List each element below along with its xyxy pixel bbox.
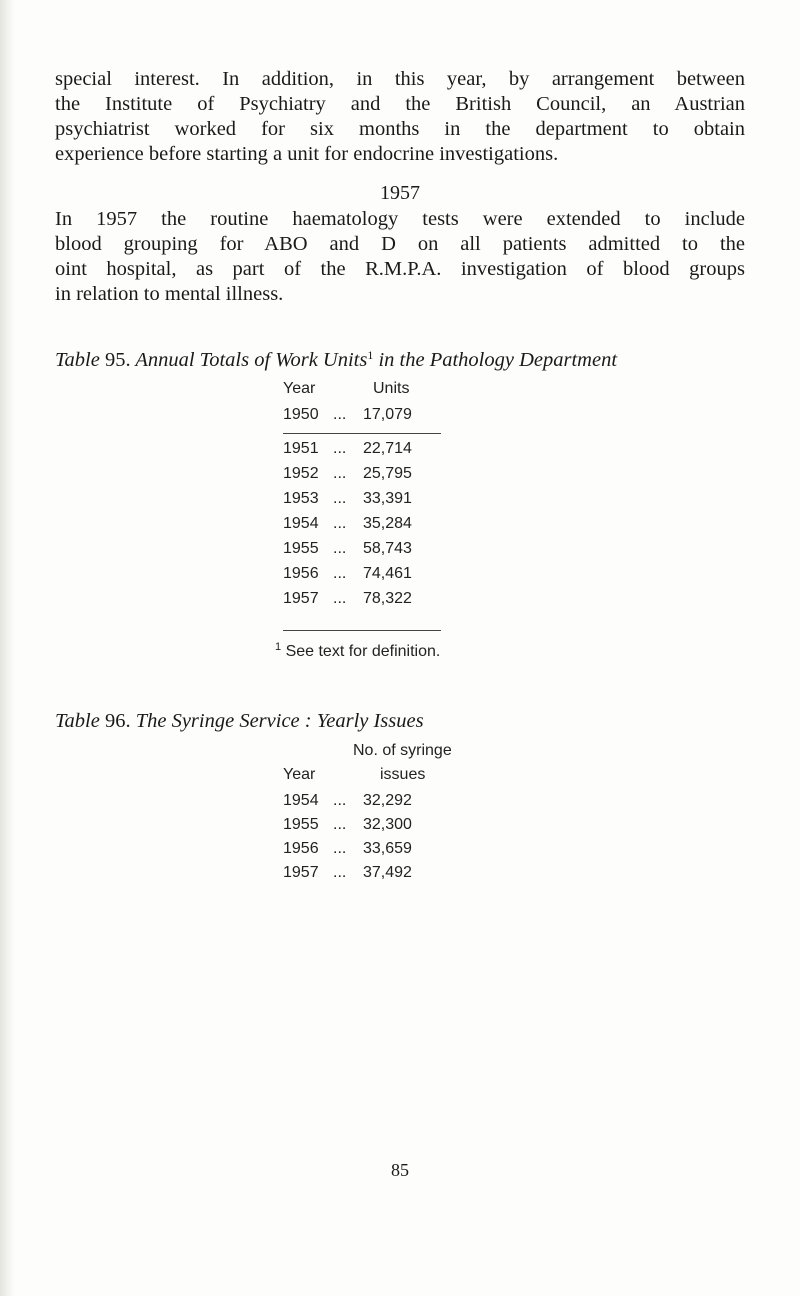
table-95-col-units: Units [373, 380, 410, 397]
table-95-title-a: Annual Totals of Work Units [135, 349, 368, 371]
row-year: 1953 [283, 490, 319, 507]
row-value: 33,659 [363, 840, 412, 857]
row-leader-dots: ... [333, 540, 347, 557]
row-year: 1954 [283, 792, 319, 809]
row-value: 35,284 [363, 515, 412, 532]
intro-paragraph [55, 67, 745, 167]
table-95-footnote [275, 641, 440, 661]
row-value: 78,322 [363, 590, 412, 607]
table-96-col-issues-line1: No. of syringe [353, 742, 452, 759]
row-value: 74,461 [363, 565, 412, 582]
row-value: 22,714 [363, 440, 412, 457]
row-year: 1956 [283, 565, 319, 582]
row-year: 1955 [283, 816, 319, 833]
row-year: 1957 [283, 590, 319, 607]
table-95-col-year: Year [283, 380, 316, 397]
row-leader-dots: ... [333, 440, 347, 457]
section-line: In 1957 the routine haematology tests were extended to include [55, 208, 745, 230]
table-95-rule-top [283, 433, 441, 434]
row-value: 58,743 [363, 540, 412, 557]
row-year: 1950 [283, 406, 319, 423]
row-leader-dots: ... [333, 590, 347, 607]
footnote-text: See text for definition. [281, 643, 441, 660]
row-year: 1957 [283, 864, 319, 881]
table-96-caption [55, 710, 424, 733]
row-leader-dots: ... [333, 515, 347, 532]
section-heading-year: 1957 [380, 182, 420, 204]
row-value: 33,391 [363, 490, 412, 507]
row-value: 32,292 [363, 792, 412, 809]
table-95 [283, 380, 463, 660]
intro-line: special interest. In addition, in this year, by arrangement between [55, 68, 745, 90]
table-96-label: Table [55, 710, 100, 732]
table-95-label: Table [55, 349, 100, 371]
row-value: 37,492 [363, 864, 412, 881]
row-year: 1951 [283, 440, 319, 457]
table-96-col-issues-line2: issues [380, 766, 426, 783]
row-leader-dots: ... [333, 565, 347, 582]
row-value: 17,079 [363, 406, 412, 423]
table-96-number: 96. [104, 710, 131, 732]
row-leader-dots: ... [333, 792, 347, 809]
row-leader-dots: ... [333, 465, 347, 482]
table-95-rule-bottom [283, 630, 441, 631]
row-year: 1952 [283, 465, 319, 482]
row-leader-dots: ... [333, 840, 347, 857]
table-95-number: 95. [104, 349, 131, 371]
section-paragraph [55, 207, 745, 307]
page-number: 85 [391, 1160, 409, 1180]
table-96-title: The Syringe Service : Yearly Issues [135, 710, 424, 732]
table-95-title-b: in the Pathology Department [373, 349, 618, 371]
table-95-title-sup: 1 [367, 348, 374, 362]
intro-line: psychiatrist worked for six months in the department to obtain [55, 118, 745, 140]
table-96-col-year: Year [283, 766, 316, 783]
intro-line: the Institute of Psychiatry and the British Council, an Austrian [55, 93, 745, 115]
row-value: 32,300 [363, 816, 412, 833]
table-96 [283, 742, 483, 892]
row-year: 1954 [283, 515, 319, 532]
row-year: 1955 [283, 540, 319, 557]
row-value: 25,795 [363, 465, 412, 482]
footnote-mark: 1 [275, 641, 282, 653]
intro-line: experience before starting a unit for endocrine investigations. [55, 143, 559, 165]
table-95-caption [55, 348, 617, 372]
row-leader-dots: ... [333, 490, 347, 507]
section-line: oint hospital, as part of the R.M.P.A. investigation of blood groups [55, 258, 745, 280]
section-line: in relation to mental illness. [55, 283, 284, 305]
row-leader-dots: ... [333, 864, 347, 881]
section-line: blood grouping for ABO and D on all patients admitted to the [55, 233, 745, 255]
row-year: 1956 [283, 840, 319, 857]
row-leader-dots: ... [333, 406, 347, 423]
row-leader-dots: ... [333, 816, 347, 833]
